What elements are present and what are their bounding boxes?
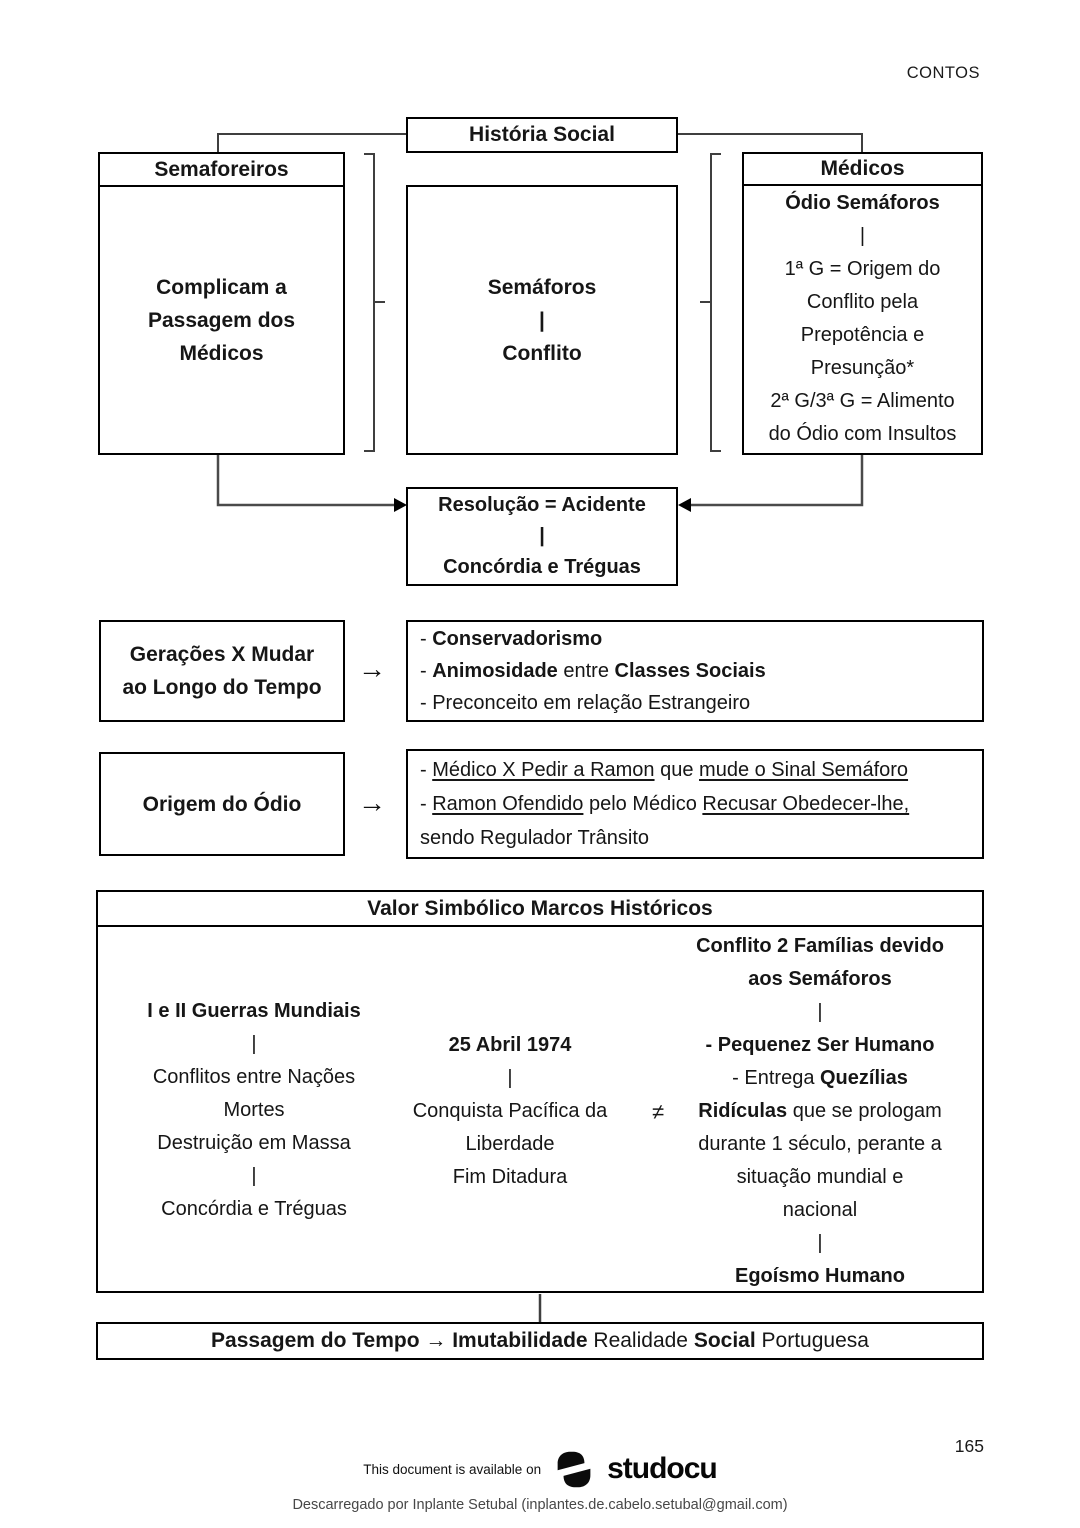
studocu-logo-icon: [554, 1448, 594, 1491]
origem-odio-key-box: Origem do Ódio: [99, 752, 345, 856]
geracoes-key-box: Gerações X Mudar ao Longo do Tempo: [99, 620, 345, 722]
geracoes-value-box: - Conservadorismo - Animosidade entre Classes Sociais - Preconceito em relação Estrangeiro: [406, 620, 984, 722]
left-brace: [364, 154, 385, 451]
studocu-watermark: [0, 1444, 1080, 1494]
semaforos-conflito-box: Semáforos | Conflito: [406, 185, 678, 455]
right-brace: [700, 154, 721, 451]
page-number: 165: [954, 1436, 984, 1456]
origem-odio-value-box: - Médico X Pedir a Ramon que mude o Sinal Semáforo - Ramon Ofendido pelo Médico Recusar Obedecer-lhe, sendo Regulador Trânsito: [406, 749, 984, 859]
studocu-wordmark: studocu: [607, 1452, 717, 1485]
map-arrow-1: →: [358, 653, 386, 684]
semaforeiros-title-box: Semaforeiros: [98, 152, 345, 187]
connector-root-to-right: [678, 134, 862, 152]
historia-social-box: História Social: [406, 117, 678, 153]
semaforeiros-body-box: Complicam a Passagem dos Médicos: [98, 185, 345, 455]
table-col-conflito-familias: Conflito 2 Famílias devido aos Semáforos | - Pequenez Ser Humano - Entrega Quezílias Ridículas que se prologam durante 1 século, perante a situação mundial e nacional | Egoísmo Humano: [696, 935, 944, 1287]
downloaded-by-text: Descarregado por Inplante Setubal (inplantes.de.cabelo.setubal@gmail.com): [292, 1497, 788, 1513]
not-equal-symbol: ≠: [651, 1099, 665, 1124]
table-col-guerras: I e II Guerras Mundiais | Conflitos entre Nações Mortes Destruição em Massa | Concórdia e Tréguas: [147, 1000, 361, 1220]
medicos-title-box: Médicos: [742, 152, 983, 186]
valor-simbolico-table: [96, 890, 984, 1293]
available-on-text: This document is available on: [363, 1461, 542, 1477]
arrowhead-right: [678, 498, 691, 512]
conclusion-bar: Passagem do Tempo → Imutabilidade Realidade Social Portuguesa: [96, 1322, 984, 1360]
table-col-25abril: 25 Abril 1974 | Conquista Pacífica da Liberdade Fim Ditadura: [412, 1034, 608, 1188]
table-body: [98, 927, 982, 1291]
arrow-left-to-resolution: [218, 455, 395, 505]
running-header: CONTOS: [906, 64, 980, 82]
table-title: Valor Simbólico Marcos Históricos: [98, 892, 982, 927]
arrow-right-to-resolution: [690, 455, 862, 505]
connector-root-to-left: [218, 134, 406, 152]
map-arrow-2: →: [358, 787, 386, 818]
medicos-body-box: Ódio Semáforos | 1ª G = Origem do Conflito pela Prepotência e Presunção* 2ª G/3ª G = Alimento do Ódio com Insultos: [742, 184, 983, 455]
resolucao-box: Resolução = Acidente | Concórdia e Tréguas: [406, 487, 678, 586]
